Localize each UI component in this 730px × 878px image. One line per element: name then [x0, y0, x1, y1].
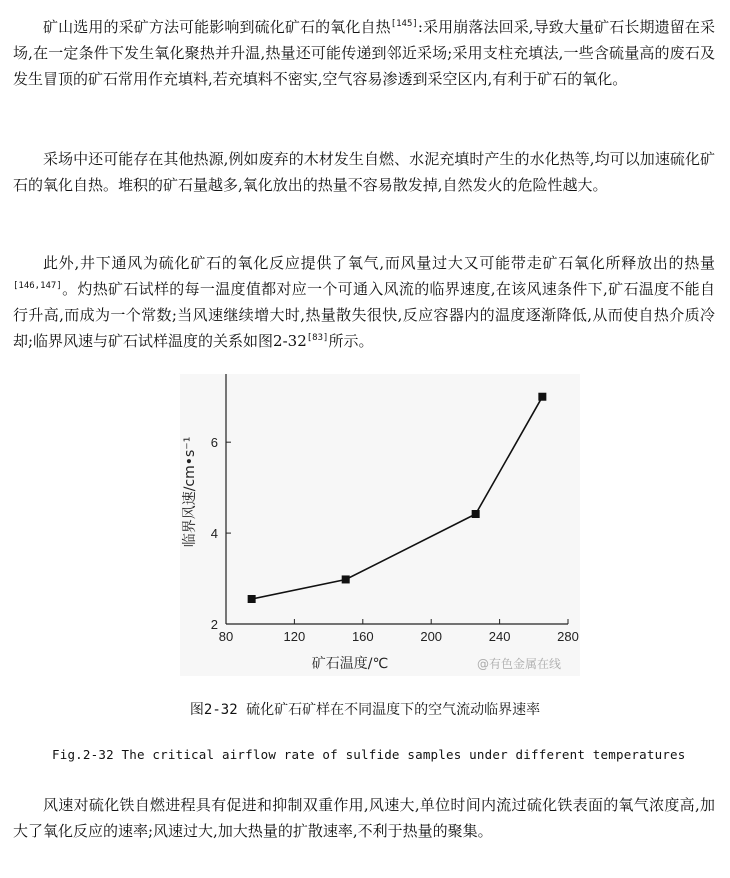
data-point-marker [472, 510, 480, 518]
citation-83: [83] [306, 333, 329, 343]
data-point-marker [538, 393, 546, 401]
y-tick-label: 6 [210, 435, 218, 451]
x-tick-label: 160 [351, 629, 374, 644]
data-point-marker [342, 575, 350, 583]
x-axis-label: 矿石温度/℃ [311, 656, 389, 672]
x-tick-label: 240 [488, 629, 511, 644]
paragraph-1 [13, 14, 715, 92]
data-point-marker [248, 595, 256, 603]
citation-145: [145] [390, 19, 418, 29]
paragraph-3-text-c: 所示。 [328, 332, 374, 350]
y-tick-label: 2 [210, 617, 218, 632]
figure-2-32 [180, 374, 580, 676]
chart-background [180, 374, 580, 676]
paragraph-4: 风速对硫化铁自燃进程具有促进和抑制双重作用,风速大,单位时间内流过硫化铁表面的氧气浓度高,加大了氧化反应的速率;风速过大,加大热量的扩散速率,不利于热量的聚集。 [13, 796, 715, 840]
paragraph-3-text-a: 此外,井下通风为硫化矿石的氧化反应提供了氧气,而风量过大又可能带走矿石氧化所释放出的热量 [43, 254, 715, 272]
x-tick-label: 280 [557, 629, 579, 644]
chart-critical-airflow [180, 374, 580, 676]
x-tick-label: 120 [283, 629, 306, 644]
x-tick-label: 80 [218, 629, 234, 644]
paragraph-3-text-b: 。灼热矿石试样的每一温度值都对应一个可通入风流的临界速度,在该风速条件下,矿石温度不能自行升高,而成为一个常数;当风速继续增大时,热量散失很快,反应容器内的温度逐渐降低,从而使自热介质冷却;临界风速与矿石试样温度的关系如图2-32 [13, 280, 715, 350]
x-tick-label: 200 [420, 629, 443, 644]
y-tick-label: 4 [210, 526, 218, 542]
paragraph-1-text-b: :采用崩落法回采,导致大量矿石长期遗留在采场,在一定条件下发生氧化聚热并升温,热量还可能传递到邻近采场;采用支柱充填法,一些含硫量高的废石及发生冒顶的矿石常用作充填料,若充填料不密实,空气容易渗透到采空区内,有利于矿石的氧化。 [13, 18, 715, 88]
y-axis-label: 临界风速/cm•s⁻¹ [182, 436, 198, 548]
paragraph-1-text-a: 矿山选用的采矿方法可能影响到硫化矿石的氧化自热 [43, 18, 391, 36]
citation-146-147: [146,147] [13, 281, 62, 291]
paragraph-2: 采场中还可能存在其他热源,例如废弃的木材发生自燃、水泥充填时产生的水化热等,均可以加速硫化矿石的氧化自热。堆积的矿石量越多,氧化放出的热量不容易散发掉,自然发火的危险性越大。 [13, 150, 715, 194]
figure-caption-cn: 图2-32 硫化矿石矿样在不同温度下的空气流动临界速率 [189, 702, 541, 718]
figure-caption-en: Fig.2-32 The critical airflow rate of sulfide samples under different temperatures [52, 747, 686, 762]
paragraph-3 [13, 250, 715, 354]
watermark: @有色金属在线 [477, 657, 562, 671]
